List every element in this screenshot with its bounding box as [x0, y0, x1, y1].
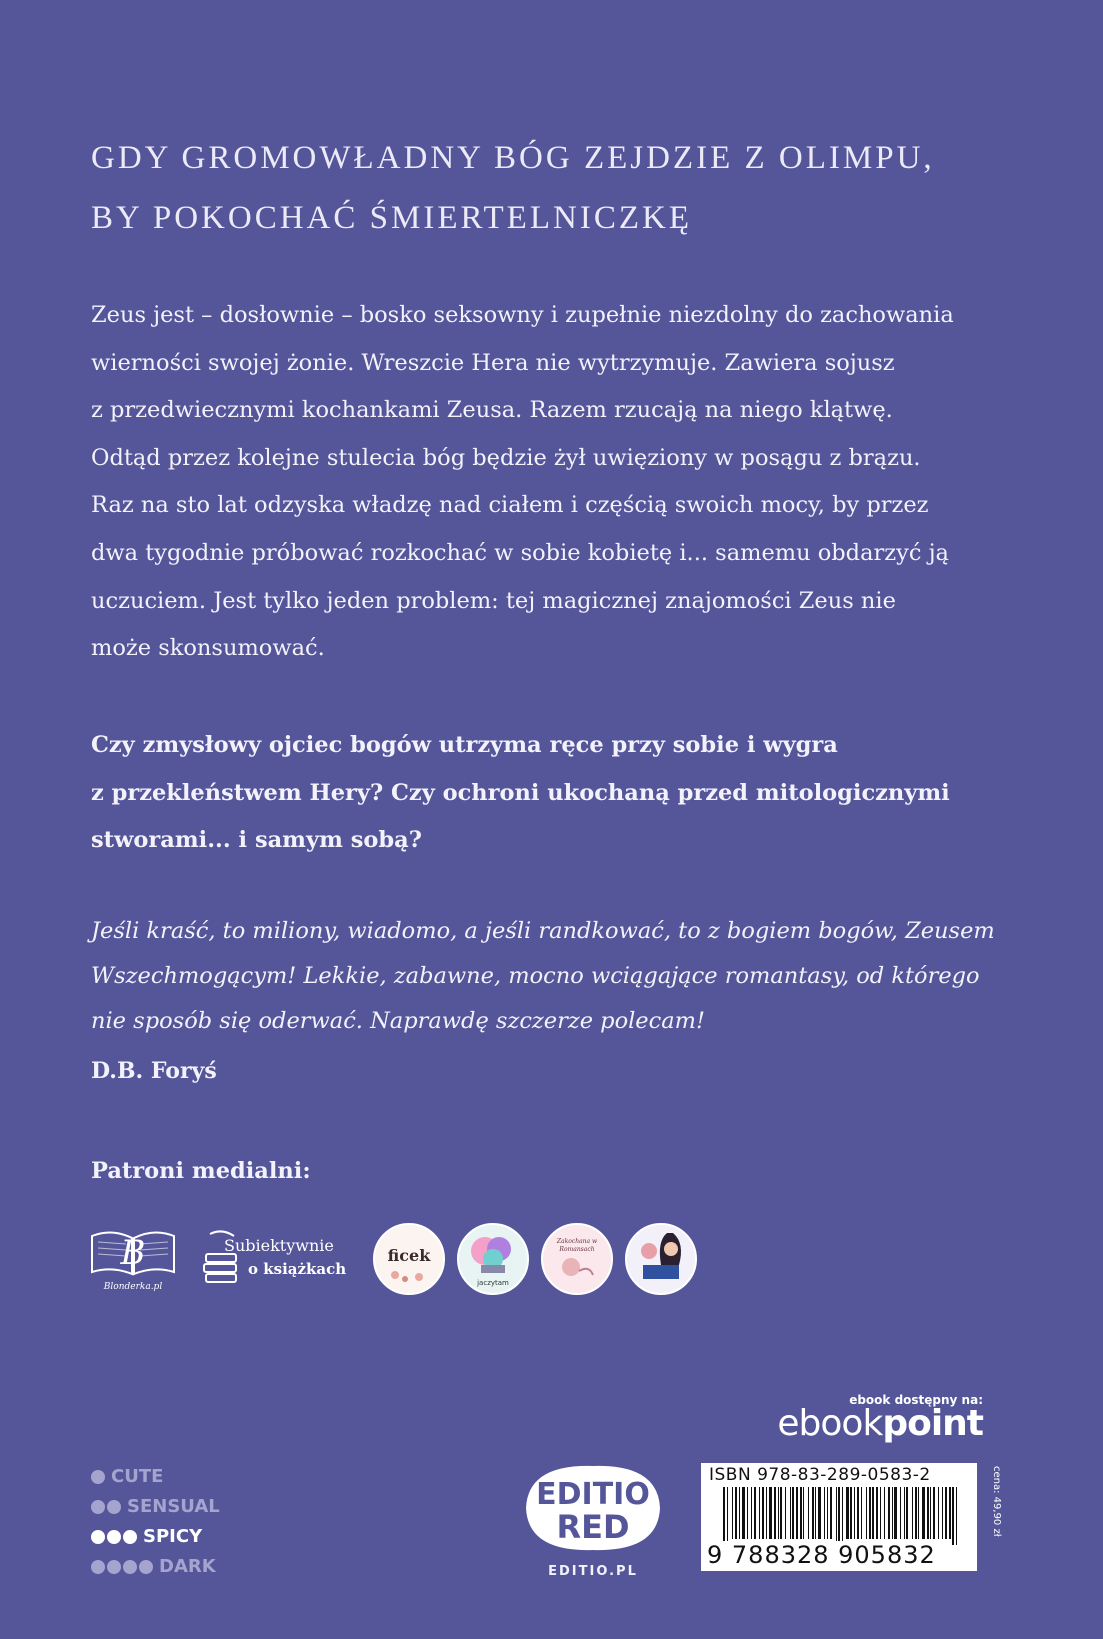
- barcode-bar: [884, 1487, 885, 1539]
- blurb-line: Odtąd przez kolejne stulecia bóg będzie żył uwięziony w posągu z brązu.: [91, 444, 921, 471]
- tagline-line-2: BY POKOCHAĆ ŚMIERTELNICZKĘ: [91, 200, 692, 236]
- blurb-line: Zeus jest – dosłownie – bosko seksowny i zupełnie niezdolny do zachowania: [91, 302, 954, 328]
- svg-text:jaczytam: jaczytam: [477, 1279, 509, 1287]
- svg-text:B: B: [120, 1233, 146, 1273]
- pepper-icon: [91, 1500, 105, 1514]
- barcode-bar: [800, 1487, 802, 1539]
- svg-text:ficek: ficek: [387, 1246, 431, 1265]
- barcode-bar: [846, 1487, 849, 1539]
- pepper-icon: [107, 1560, 121, 1574]
- barcode-bar: [952, 1487, 954, 1545]
- barcode-bar: [766, 1487, 767, 1539]
- barcode-bar: [945, 1487, 947, 1539]
- patron-subiektywnie-line2: o książkach: [248, 1260, 347, 1278]
- barcode-bar: [747, 1487, 748, 1539]
- pepper-icon: [107, 1500, 121, 1514]
- pepper-icon: [123, 1560, 137, 1574]
- barcode-bar: [861, 1487, 862, 1539]
- barcode-bar: [892, 1487, 893, 1539]
- patron-subiektywnie-line1: Subiektywnie: [224, 1236, 334, 1255]
- heat-level-spicy: [91, 1522, 220, 1552]
- barcode-bar: [912, 1487, 913, 1539]
- barcode-bar: [742, 1487, 745, 1539]
- ebook-brand-light: ebook: [777, 1403, 883, 1444]
- publisher-url: EDITIO.PL: [548, 1564, 638, 1579]
- circle-logo-zakochana: [541, 1223, 613, 1295]
- ebook-availability: [777, 1393, 983, 1444]
- publisher-logo-line1: EDITIO: [536, 1477, 650, 1512]
- barcode-bar: [915, 1487, 917, 1539]
- barcode-bar: [830, 1487, 832, 1539]
- barcode-digits: 9 788328 905832: [707, 1541, 936, 1569]
- barcode-bar: [854, 1487, 855, 1539]
- heat-label: DARK: [159, 1556, 216, 1577]
- heat-label: SENSUAL: [127, 1496, 220, 1517]
- ebook-caption: ebook dostępny na:: [849, 1393, 983, 1407]
- heat-scale: [91, 1462, 220, 1582]
- barcode-bar: [938, 1487, 939, 1539]
- isbn-barcode: [701, 1463, 977, 1571]
- pepper-icon: [91, 1530, 105, 1544]
- barcode-bar: [780, 1487, 782, 1539]
- barcode-bar: [918, 1487, 919, 1539]
- barcode-bar: [872, 1487, 874, 1539]
- heat-level-sensual: [91, 1492, 220, 1522]
- pepper-icon: [107, 1530, 121, 1544]
- quote-line: nie sposób się oderwać. Naprawdę szczerze polecam!: [91, 1008, 706, 1034]
- hook-line: z przekleństwem Hery? Czy ochroni ukochaną przed mitologicznymi: [91, 779, 950, 806]
- barcode-bar: [815, 1487, 816, 1539]
- heat-label: SPICY: [143, 1526, 203, 1547]
- barcode-bar: [956, 1487, 957, 1545]
- blurb-line: Raz na sto lat odzyska władzę nad ciałem i częścią swoich mocy, by przez: [91, 492, 929, 519]
- isbn-text: ISBN 978-83-289-0583-2: [709, 1465, 931, 1485]
- quote-line: Jeśli kraść, to miliony, wiadomo, a jeśli randkować, to z bogiem bogów, Zeusem: [91, 918, 995, 944]
- hook-line: Czy zmysłowy ojciec bogów utrzyma ręce przy sobie i wygra: [91, 732, 838, 758]
- ebook-brand-bold: point: [882, 1403, 983, 1444]
- barcode-bar: [723, 1487, 725, 1545]
- barcode-bar: [727, 1487, 728, 1545]
- barcode-bar: [774, 1487, 776, 1539]
- barcode-bar: [880, 1487, 881, 1539]
- blurb-line: z przedwiecznymi kochankami Zeusa. Razem rzucają na niego klątwę.: [91, 397, 893, 424]
- barcode-bar: [866, 1487, 867, 1539]
- heat-level-dark: [91, 1552, 220, 1582]
- barcode-bar: [751, 1487, 752, 1539]
- barcode-bar: [796, 1487, 798, 1539]
- barcode-bar: [888, 1487, 890, 1539]
- blurb-line: wierności swojej żonie. Wreszcie Hera nie wytrzymuje. Zawiera sojusz: [91, 349, 895, 376]
- pepper-icon: [139, 1560, 153, 1574]
- svg-text:Romansach: Romansach: [559, 1246, 595, 1253]
- barcode-bar: [836, 1487, 837, 1545]
- barcode-bar: [922, 1487, 925, 1539]
- book-b-logo: [88, 1222, 178, 1292]
- barcode-bar: [942, 1487, 943, 1539]
- barcode-bar: [869, 1487, 871, 1539]
- barcode-bar: [790, 1487, 791, 1539]
- barcode-bar: [904, 1487, 905, 1539]
- blurb-line: dwa tygodnie próbować rozkochać w sobie kobietę i... samemu obdarzyć ją: [91, 539, 949, 566]
- barcode-bar: [824, 1487, 825, 1539]
- price-label: cena: 49,90 zł: [991, 1466, 1002, 1537]
- circle-logo-ficek: [373, 1223, 445, 1295]
- barcode-bar: [754, 1487, 756, 1539]
- patrons-title: Patroni medialni:: [91, 1158, 311, 1184]
- barcode-bar: [906, 1487, 908, 1539]
- tagline-line-1: GDY GROMOWŁADNY BÓG ZEJDZIE Z OLIMPU,: [91, 140, 935, 176]
- blurb-paragraph: [91, 292, 1051, 673]
- heat-label: CUTE: [111, 1466, 164, 1487]
- barcode-bar: [778, 1487, 779, 1539]
- barcode-bar: [900, 1487, 901, 1539]
- pepper-icon: [91, 1560, 105, 1574]
- barcode-bar: [933, 1487, 935, 1539]
- barcode-bar: [812, 1487, 814, 1539]
- publisher-logo: [518, 1458, 668, 1579]
- barcode-bar: [808, 1487, 809, 1539]
- review-quote: [91, 909, 1051, 1044]
- barcode-bar: [732, 1487, 733, 1539]
- pepper-icon: [91, 1470, 105, 1484]
- barcode-bar: [818, 1487, 821, 1539]
- barcode-bar: [850, 1487, 852, 1539]
- pepper-icon: [123, 1530, 137, 1544]
- barcode-bar: [792, 1487, 794, 1539]
- circle-logo-reader: [625, 1223, 697, 1295]
- barcode-bar: [927, 1487, 929, 1539]
- quote-author: D.B. Foryś: [91, 1058, 217, 1084]
- barcode-bar: [827, 1487, 828, 1539]
- barcode-bar: [838, 1487, 840, 1545]
- editio-red-logo: [518, 1458, 668, 1558]
- barcode-bar: [759, 1487, 760, 1539]
- barcode-bar: [857, 1487, 859, 1539]
- hook-line: stworami... i samym sobą?: [91, 827, 422, 853]
- barcode-bar: [876, 1487, 878, 1539]
- barcode-bar: [930, 1487, 931, 1539]
- book-stack-logo: [200, 1228, 355, 1294]
- blurb-line: może skonsumować.: [91, 635, 325, 662]
- publisher-logo-line2: RED: [556, 1508, 630, 1546]
- barcode-bar: [842, 1487, 843, 1545]
- barcode-bar: [803, 1487, 804, 1539]
- quote-line: Wszechmogącym! Lekkie, zabawne, mocno wciągające romantasy, od którego: [91, 963, 980, 989]
- tagline: [91, 128, 1051, 248]
- barcode-bar: [769, 1487, 772, 1539]
- barcode-bar: [894, 1487, 897, 1539]
- patron-blonderka-text: Blonderka.pl: [103, 1282, 163, 1292]
- hook-paragraph: [91, 722, 1051, 865]
- circle-logo-jaczytam: [457, 1223, 529, 1295]
- barcode-bar: [949, 1487, 951, 1539]
- barcode-bar: [785, 1487, 786, 1539]
- svg-text:Zakochana w: Zakochana w: [556, 1238, 598, 1245]
- blurb-line: uczuciem. Jest tylko jeden problem: tej magicznej znajomości Zeus nie: [91, 587, 896, 614]
- barcode-bar: [735, 1487, 737, 1539]
- heat-level-cute: [91, 1462, 220, 1492]
- barcode-bar: [762, 1487, 764, 1539]
- barcode-bar: [739, 1487, 740, 1539]
- ebookpoint-logo: [777, 1403, 983, 1444]
